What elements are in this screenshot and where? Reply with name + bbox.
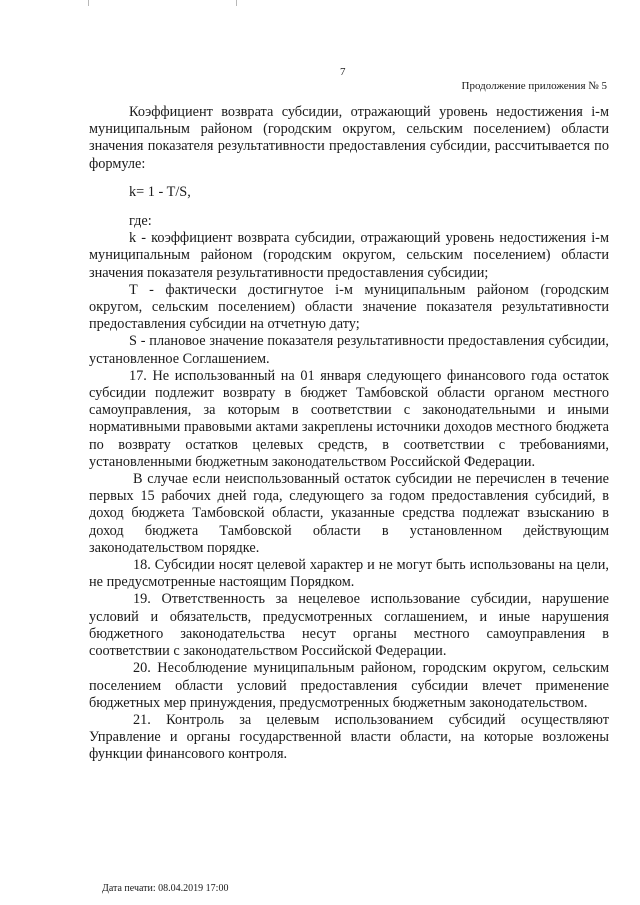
page-number: 7 xyxy=(340,66,346,78)
paragraph-intro: Коэффициент возврата субсидии, отражающий уровень недостижения i-м муниципальным районом (городским округом, сельским поселением) области значения показателя результативности предоставления субсидии, рассчитывается по формуле: xyxy=(89,104,609,172)
definition-t: T - фактически достигнутое i-м муниципальным районом (городским округом, сельским поселением) области значение показателя результативности предоставления субсидии на отчетную дату; xyxy=(89,281,609,333)
scan-mark-right xyxy=(236,0,237,6)
document-body xyxy=(89,104,609,764)
definition-s: S - плановое значение показателя результативности предоставления субсидии, установленное Соглашением. xyxy=(89,333,609,367)
where-label: где: xyxy=(129,213,152,230)
clause-20: 20. Несоблюдение муниципальным районом, городским округом, сельским поселением области условий предоставления субсидии влечет применение бюджетных мер принуждения, предусмотренных бюджетным законодательством. xyxy=(89,660,609,711)
clause-17: 17. Не использованный на 01 января следующего финансового года остаток субсидии подлежит возврату в бюджет Тамбовской области органом местного самоуправления, за которым в соответствии с законодательными и иными нормативными правовыми актами закреплены источники доходов местного бюджета по возврату остатков целевых средств, в соответствии с требованиями, установленными бюджетным законодательством Российской Федерации. xyxy=(89,367,609,470)
scan-mark-left xyxy=(88,0,89,6)
clause-17-refund: В случае если неиспользованный остаток субсидии не перечислен в течение первых 15 рабочих дней года, следующего за годом предоставления субсидий, в доход бюджета Тамбовской области, указанные средства подлежат взысканию в доход бюджета Тамбовской области в установленном действующим законодательством порядке. xyxy=(89,471,609,556)
clause-21: 21. Контроль за целевым использованием субсидий осуществляют Управление и органы государственной власти области, на которые возложены функции финансового контроля. xyxy=(89,711,609,763)
continuation-header: Продолжение приложения № 5 xyxy=(461,80,607,92)
print-date: Дата печати: 08.04.2019 17:00 xyxy=(102,883,229,894)
definition-k: k - коэффициент возврата субсидии, отражающий уровень недостижения i-м муниципальным районом (городским округом, сельским поселением) области значения показателя результативности предоставления субсидии; xyxy=(89,230,609,281)
clause-18: 18. Субсидии носят целевой характер и не могут быть использованы на цели, не предусмотренные настоящим Порядком. xyxy=(89,557,609,591)
clause-19: 19. Ответственность за нецелевое использование субсидии, нарушение условий и обязательств, предусмотренных соглашением, и иные нарушения бюджетного законодательства несут органы местного самоуправления в соответствии с законодательством Российской Федерации. xyxy=(89,591,609,660)
formula: k= 1 - T/S, xyxy=(129,183,191,200)
